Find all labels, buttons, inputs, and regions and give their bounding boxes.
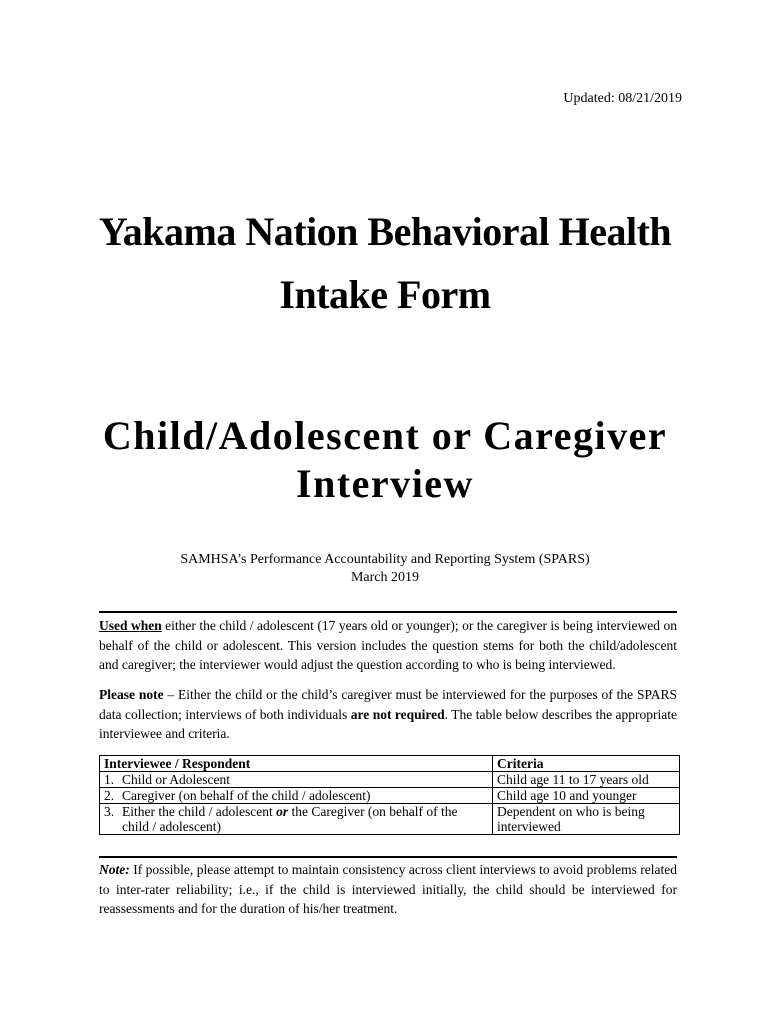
respondent-or: or — [276, 804, 289, 819]
table-row — [100, 788, 680, 804]
criteria-cell: Child age 10 and younger — [493, 788, 680, 804]
form-subtitle-line1: Child/Adolescent or Caregiver — [102, 413, 668, 458]
row-number: 2. — [104, 788, 115, 803]
please-note-emphasis: are not required — [350, 706, 445, 722]
criteria-cell — [493, 804, 680, 835]
top-divider — [99, 611, 677, 613]
source-date: March 2019 — [350, 570, 420, 585]
criteria-line2: interviewed — [497, 819, 561, 834]
please-note-paragraph — [99, 685, 677, 744]
row-number: 1. — [104, 772, 115, 787]
respondent-text-before: Either the child / adolescent — [122, 804, 277, 819]
table-header-criteria: Criteria — [493, 756, 680, 772]
please-note-text-after: . The table below describes the appropriate interviewee and criteria. — [99, 706, 677, 741]
please-note-label: Please note — [99, 687, 164, 702]
interviewee-criteria-table — [99, 755, 680, 835]
final-note-label: Note: — [99, 862, 130, 877]
table-header-respondent: Interviewee / Respondent — [100, 756, 493, 772]
form-subtitle-line2: Interview — [296, 461, 474, 506]
bottom-divider — [99, 856, 677, 858]
table-row — [100, 772, 680, 788]
respondent-cell — [100, 804, 493, 835]
criteria-line1: Dependent on who is being — [497, 804, 645, 819]
used-when-text: either the child / adolescent (17 years old or younger); or the caregiver is being interviewed on behalf of the child or adolescent. This version includes the question stems for both the child/adolescent and caregiver; the interviewer would adjust the question according to who is being interviewed. — [99, 618, 677, 672]
used-when-paragraph — [99, 616, 677, 675]
table-header-row — [100, 756, 680, 772]
respondent-text-line2: child / adolescent) — [122, 819, 221, 834]
please-note-text-before: – Either the child or the child’s caregiver must be interviewed for the purposes of the SPARS data collection; interviews of both individuals — [99, 687, 677, 722]
respondent-text-after: the Caregiver (on behalf of the — [288, 804, 458, 819]
final-note-paragraph — [99, 860, 677, 919]
respondent-text: Caregiver (on behalf of the child / adolescent) — [122, 788, 371, 803]
respondent-cell — [100, 788, 493, 804]
respondent-text: Child or Adolescent — [122, 772, 230, 787]
source-system: SAMHSA’s Performance Accountability and Reporting System (SPARS) — [180, 552, 590, 567]
criteria-cell: Child age 11 to 17 years old — [493, 772, 680, 788]
form-title-line2: Intake Form — [279, 272, 491, 317]
used-when-label: Used when — [99, 618, 162, 633]
table-row — [100, 804, 680, 835]
respondent-cell — [100, 772, 493, 788]
form-title-line1: Yakama Nation Behavioral Health — [98, 209, 672, 254]
final-note-text: If possible, please attempt to maintain consistency across client interviews to avoid problems related to inter-rater reliability; i.e., if the child is interviewed initially, the child should be interviewed for reassessments and for the duration of his/her treatment. — [99, 862, 677, 916]
updated-date: Updated: 08/21/2019 — [563, 91, 682, 106]
row-number: 3. — [104, 804, 115, 819]
